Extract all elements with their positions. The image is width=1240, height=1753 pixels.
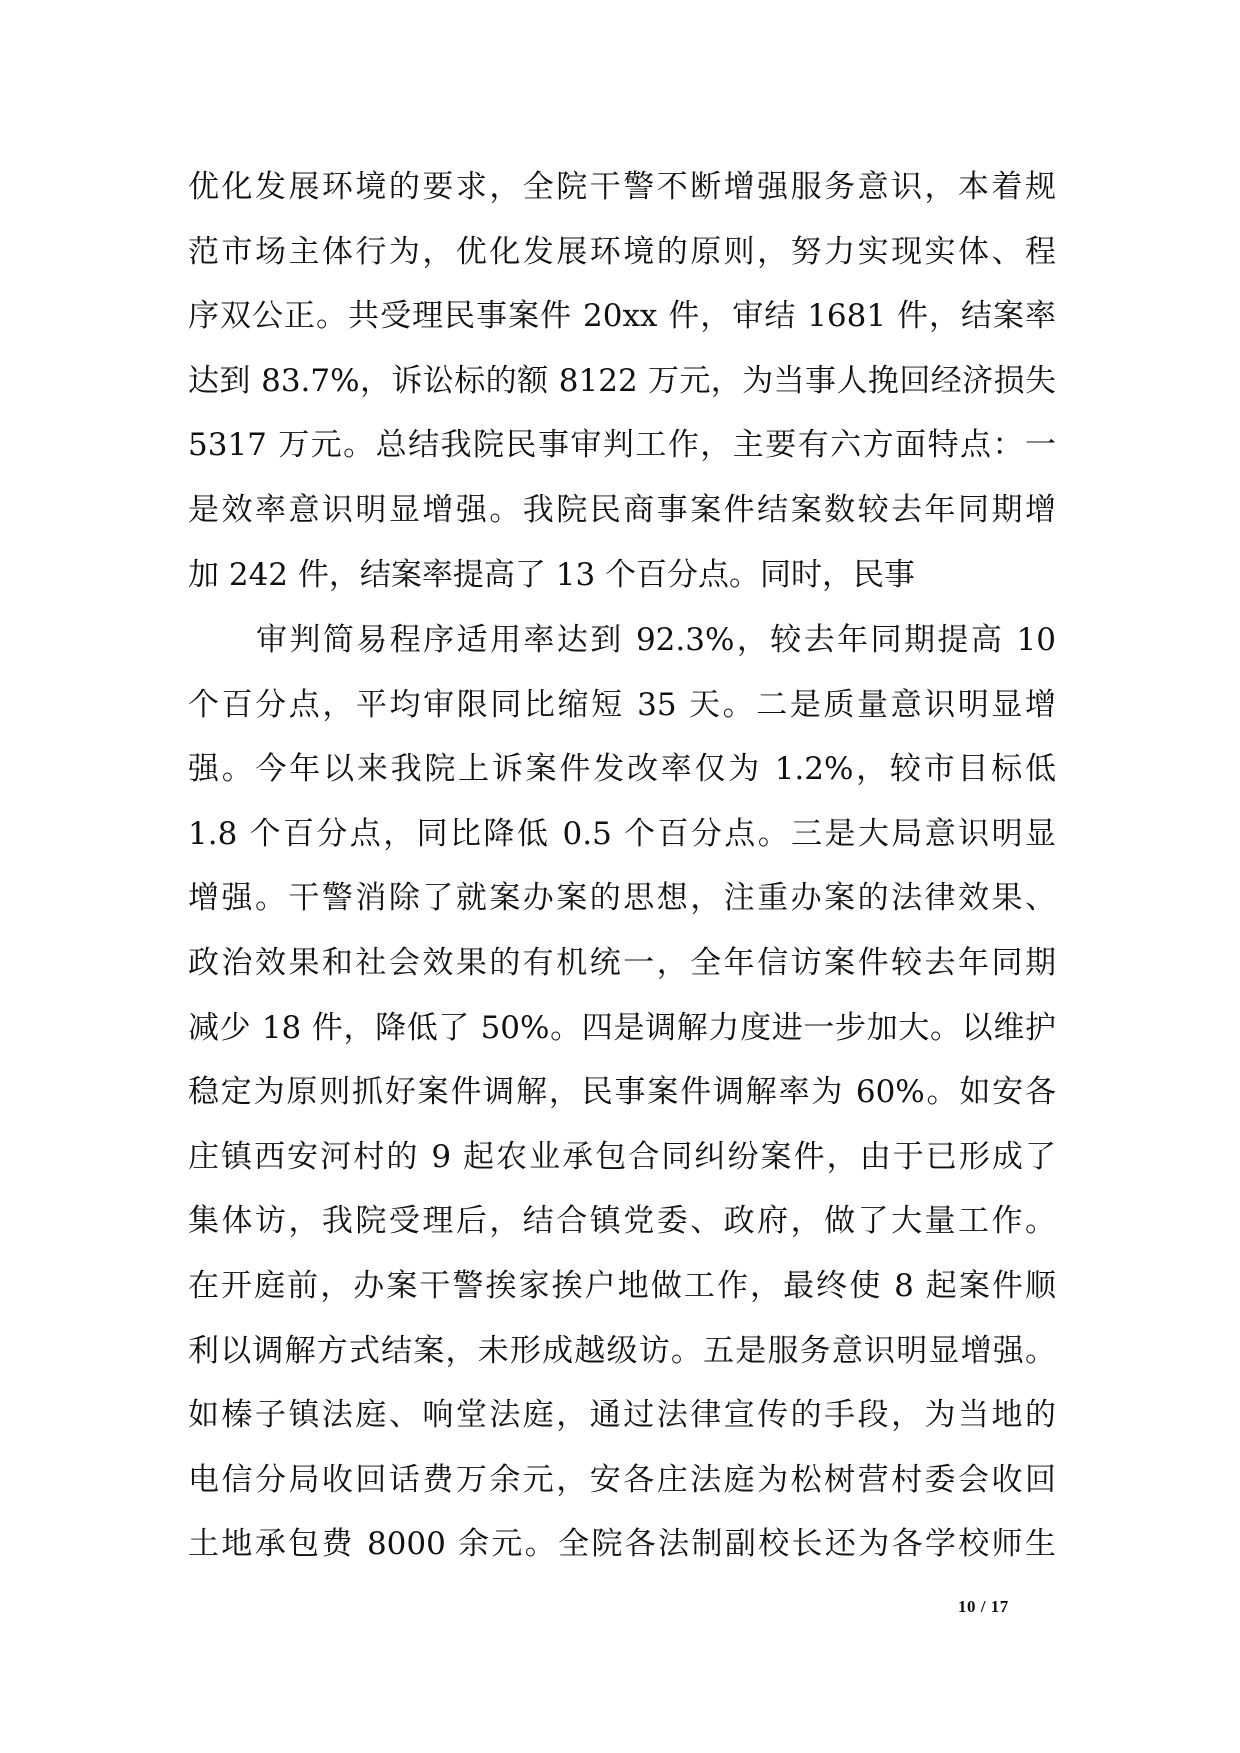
paragraph-2 — [188, 608, 1056, 1577]
text-line: 优化发展环境的要求，全院干警不断增强服务意识，本着规 — [188, 169, 1056, 205]
text-line: 加 242 件，结案率提高了 13 个百分点。同时，民事 — [188, 556, 916, 593]
text-line: 如榛子镇法庭、响堂法庭，通过法律宣传的手段，为当地的 — [188, 1397, 1056, 1434]
text-line: 序双公正。共受理民事案件 20xx 件，审结 1681 件，结案率 — [188, 298, 1056, 335]
text-line: 是效率意识明显增强。我院民商事案件结案数较去年同期增 — [188, 491, 1056, 528]
text-line: 电信分局收回话费万余元，安各庄法庭为松树营村委会收回 — [188, 1461, 1056, 1498]
text-line: 减少 18 件，降低了 50%。四是调解力度进一步加大。以维护 — [188, 1009, 1056, 1046]
text-line: 稳定为原则抓好案件调解，民事案件调解率为 60%。如安各 — [188, 1074, 1056, 1111]
text-line: 政治效果和社会效果的有机统一，全年信访案件较去年同期 — [188, 944, 1056, 981]
text-line: 强。今年以来我院上诉案件发改率仅为 1.2%，较市目标低 — [188, 751, 1056, 788]
text-line: 达到 83.7%，诉讼标的额 8122 万元，为当事人挽回经济损失 — [188, 362, 1056, 399]
text-line: 在开庭前，办案干警挨家挨户地做工作，最终使 8 起案件顺 — [188, 1267, 1056, 1304]
text-line: 利以调解方式结案，未形成越级访。五是服务意识明显增强。 — [188, 1332, 1056, 1369]
text-line: 5317 万元。总结我院民事审判工作，主要有六方面特点：一 — [188, 427, 1056, 464]
text-line: 审判简易程序适用率达到 92.3%，较去年同期提高 10 — [256, 622, 1056, 658]
text-line: 1.8 个百分点，同比降低 0.5 个百分点。三是大局意识明显 — [188, 815, 1056, 852]
page-number: 10 / 17 — [958, 1597, 1009, 1616]
text-line: 土地承包费 8000 余元。全院各法制副校长还为各学校师生 — [188, 1526, 1056, 1563]
paragraph-1 — [188, 155, 1056, 607]
text-line: 范市场主体行为，优化发展环境的原则，努力实现实体、程 — [188, 233, 1056, 270]
text-line: 增强。干警消除了就案办案的思想，注重办案的法律效果、 — [188, 880, 1056, 917]
text-line: 集体访，我院受理后，结合镇党委、政府，做了大量工作。 — [188, 1203, 1056, 1240]
text-line: 个百分点，平均审限同比缩短 35 天。二是质量意识明显增 — [188, 686, 1056, 723]
text-line: 庄镇西安河村的 9 起农业承包合同纠纷案件，由于已形成了 — [188, 1138, 1056, 1175]
